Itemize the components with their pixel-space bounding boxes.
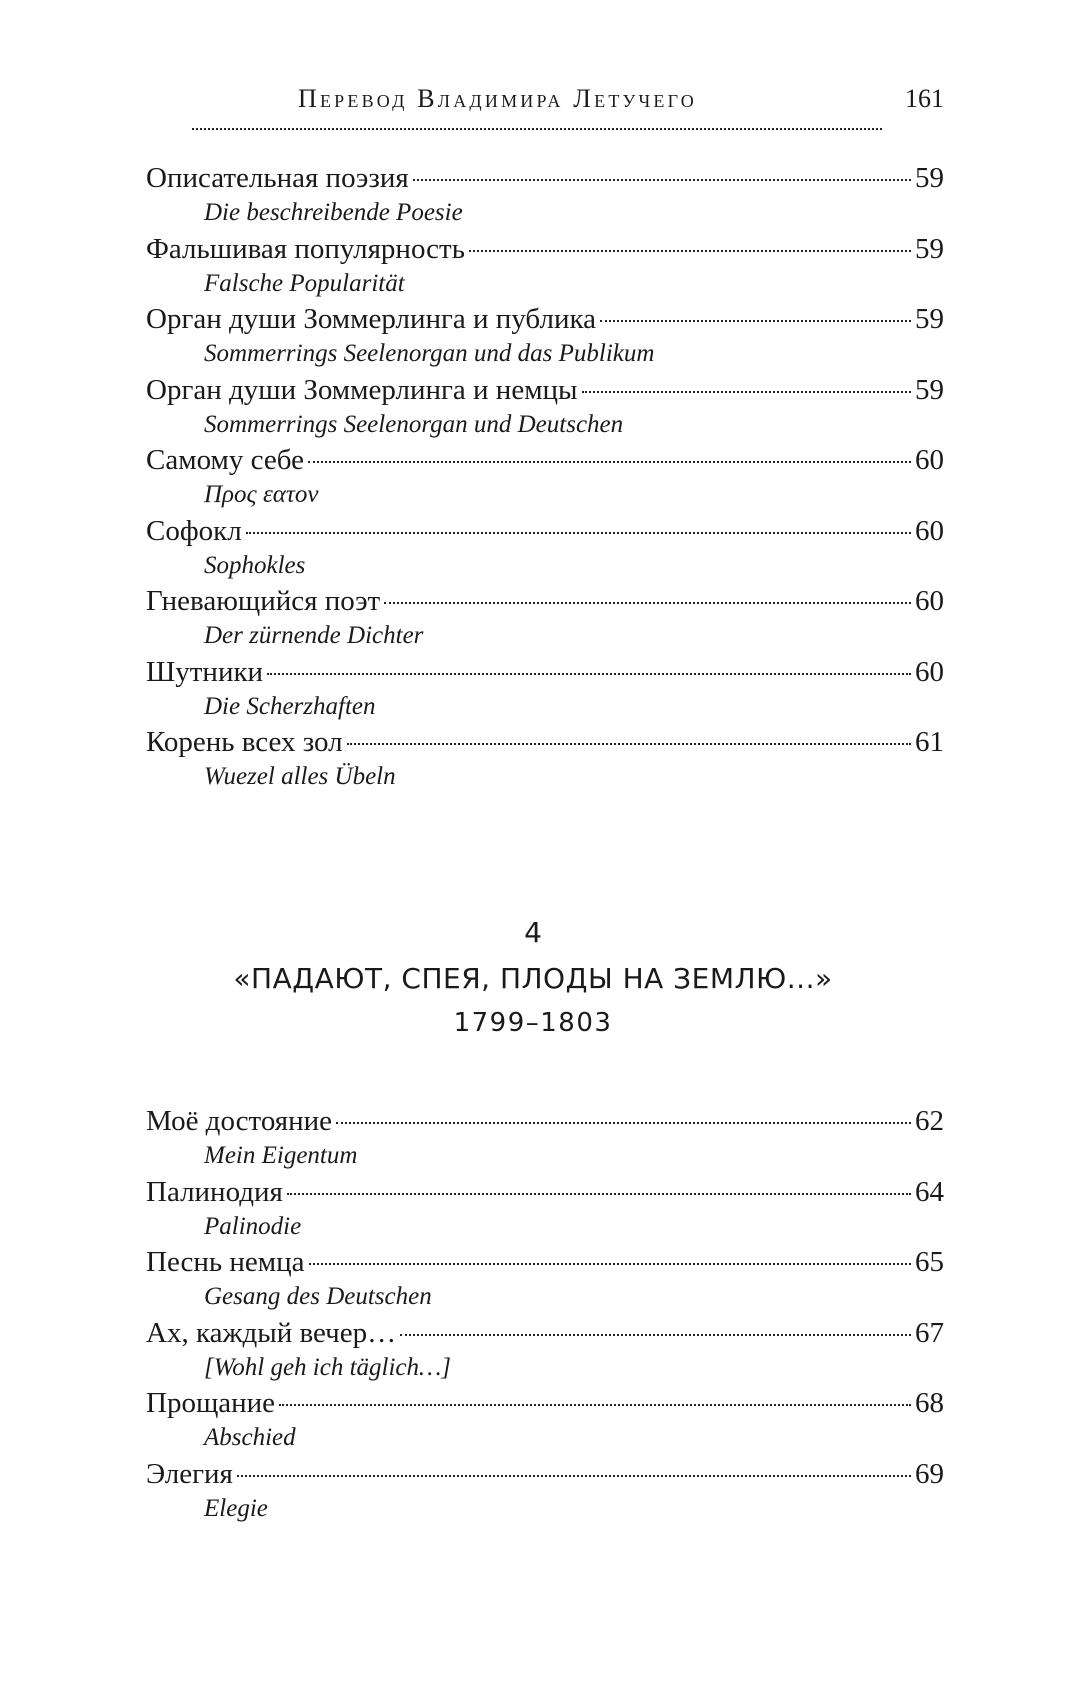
toc-list-bottom (146, 1103, 944, 1526)
toc-entry (146, 160, 944, 231)
toc-entry-title: Прощание (146, 1387, 276, 1419)
toc-entry-title: Фальшивая популярность (146, 232, 465, 265)
toc-entry (146, 654, 944, 725)
toc-entry-original-title: Sophokles (204, 551, 306, 579)
running-title: Перевод Владимира Летучего (298, 84, 697, 113)
toc-entry-page: 59 (915, 303, 944, 335)
toc-entry-page: 69 (915, 1457, 944, 1490)
toc-entry-title: Моё достояние (146, 1105, 333, 1137)
toc-entry (146, 1456, 944, 1527)
dot-leader (308, 461, 911, 463)
toc-entry-page: 59 (915, 232, 944, 265)
toc-entry (146, 1174, 944, 1245)
toc-entry (146, 301, 944, 372)
toc-entry-page: 60 (915, 585, 944, 617)
toc-entry-page: 60 (915, 514, 944, 547)
toc-entry-page: 67 (915, 1316, 944, 1349)
toc-entry-title: Элегия (146, 1457, 233, 1490)
dot-leader (469, 250, 911, 252)
toc-entry-original-title: Der zürnende Dichter (204, 622, 424, 649)
toc-entry (146, 513, 944, 584)
dot-leader (237, 1475, 911, 1477)
section-years: 1799–1803 (453, 1008, 613, 1038)
dot-leader (336, 1122, 911, 1124)
toc-list-top (146, 160, 944, 795)
toc-entry-page: 65 (915, 1246, 944, 1278)
toc-entry-original-title: Die beschreibende Poesie (204, 199, 463, 226)
toc-entry (146, 724, 944, 795)
toc-entry (146, 442, 944, 513)
toc-entry-page: 59 (915, 162, 944, 194)
toc-entry-title: Самому себе (146, 444, 304, 476)
toc-entry-original-title: Abschied (204, 1424, 296, 1451)
dot-leader (400, 1334, 911, 1336)
toc-entry-page: 64 (915, 1175, 944, 1208)
toc-entry-original-title: Falsche Popularität (204, 269, 405, 297)
toc-entry (146, 1315, 944, 1386)
toc-entry-original-title: [Wohl geh ich täglich…] (204, 1353, 451, 1381)
toc-entry (146, 1103, 944, 1174)
toc-entry-title: Шутники (146, 655, 264, 688)
toc-entry-title: Ах, каждый вечер… (146, 1316, 397, 1349)
dot-leader (384, 602, 911, 604)
toc-entry-original-title: Elegie (204, 1494, 268, 1522)
toc-entry-original-title: Mein Eigentum (204, 1142, 358, 1169)
toc-entry (146, 583, 944, 654)
dot-leader (279, 1404, 911, 1406)
toc-entry-original-title: Palinodie (204, 1212, 302, 1240)
toc-entry-page: 68 (915, 1387, 944, 1419)
toc-entry-page: 60 (915, 655, 944, 688)
toc-entry (146, 372, 944, 443)
dot-leader (600, 320, 911, 322)
running-header (200, 84, 944, 124)
dot-leader (309, 1263, 911, 1265)
toc-entry (146, 1244, 944, 1315)
dot-leader (582, 391, 911, 393)
toc-entry-title: Описательная поэзия (146, 162, 409, 194)
toc-entry-page: 61 (915, 726, 944, 758)
header-dotted-rule (192, 128, 882, 130)
toc-entry-title: Орган души Зоммерлинга и немцы (146, 373, 578, 406)
toc-entry-original-title: Gesang des Deutschen (204, 1283, 432, 1310)
dot-leader (287, 1193, 911, 1195)
toc-entry-title: Софокл (146, 514, 242, 547)
section-number: 4 (524, 916, 542, 949)
toc-entry-original-title: Προς εατον (204, 481, 319, 508)
toc-entry (146, 231, 944, 302)
toc-entry (146, 1385, 944, 1456)
toc-entry-title: Орган души Зоммерлинга и публика (146, 303, 596, 335)
toc-entry-original-title: Sommerrings Seelenorgan und das Publikum (204, 340, 655, 367)
toc-entry-original-title: Die Scherzhaften (204, 692, 376, 720)
dot-leader (267, 673, 911, 675)
dot-leader (347, 743, 911, 745)
dot-leader (413, 179, 911, 181)
toc-entry-title: Песнь немца (146, 1246, 305, 1278)
dot-leader (246, 532, 911, 534)
toc-entry-title: Гневающийся поэт (146, 585, 381, 617)
toc-entry-page: 59 (915, 373, 944, 406)
section-title: «ПАДАЮТ, СПЕЯ, ПЛОДЫ НА ЗЕМЛЮ...» (233, 962, 833, 995)
toc-entry-original-title: Wuezel alles Übeln (204, 763, 396, 790)
toc-entry-original-title: Sommerrings Seelenorgan und Deutschen (204, 410, 624, 438)
toc-entry-title: Корень всех зол (146, 726, 343, 758)
page-number: 161 (905, 84, 944, 113)
toc-entry-page: 62 (915, 1105, 944, 1137)
toc-entry-title: Палинодия (146, 1175, 283, 1208)
toc-entry-page: 60 (915, 444, 944, 476)
